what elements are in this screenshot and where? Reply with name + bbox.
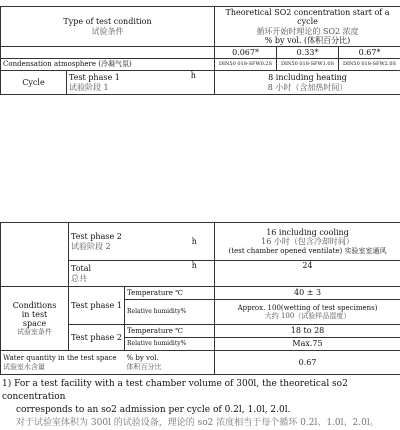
phase2-unit: h bbox=[175, 223, 215, 261]
water-quantity-cell bbox=[1, 351, 125, 375]
cond-space-line-1: Conditions bbox=[12, 300, 57, 310]
test-phase-2-cell bbox=[69, 223, 175, 261]
phase1-temperature-value: 40 ± 3 bbox=[215, 287, 400, 300]
blank-cell bbox=[1, 47, 215, 59]
water-unit-zh: 体积百分比 bbox=[126, 362, 162, 371]
page-gap bbox=[0, 102, 400, 220]
phase1-label-zh: 试验阶段 1 bbox=[69, 82, 109, 92]
blank-cell bbox=[1, 223, 69, 261]
temperature-label: Temperature ℃ bbox=[125, 325, 215, 338]
phase2-temperature-value: 18 to 28 bbox=[215, 325, 400, 338]
phase2-value-line-2: 16 小时（包含冷却时间） bbox=[261, 237, 354, 247]
cond-space-zh: 试验室条件 bbox=[17, 328, 52, 337]
total-value: 24 bbox=[215, 261, 400, 287]
footnote-line-2: corresponds to an so2 admission per cycle of 0.2l, 1.0l, 2.0l. bbox=[16, 405, 291, 415]
bottom-test-condition-table bbox=[0, 222, 400, 375]
water-unit: % by vol. bbox=[126, 354, 159, 363]
top-test-condition-table bbox=[0, 6, 400, 95]
type-label-en: Type of test condition bbox=[63, 17, 152, 27]
water-unit-cell bbox=[125, 351, 215, 375]
test-phase-1-cell bbox=[67, 71, 173, 95]
theory-label-zh: 循环开始时理论的 SO2 浓度 bbox=[256, 26, 359, 36]
type-of-test-condition-cell bbox=[1, 7, 215, 47]
concentration-value: 0.33* bbox=[277, 47, 339, 59]
test-phase-2-label: Test phase 2 bbox=[69, 325, 125, 351]
total-unit: h bbox=[175, 261, 215, 287]
water-label-zh: 试验室水含量 bbox=[3, 362, 45, 371]
test-phase-1-label: Test phase 1 bbox=[69, 287, 125, 325]
cond-space-line-3: space bbox=[22, 319, 47, 329]
phase1-label-en: Test phase 1 bbox=[69, 73, 120, 83]
phase1-value-cell bbox=[215, 71, 400, 95]
phase1-unit: h bbox=[173, 71, 215, 95]
phase1-humidity-en: Approx. 100(wetting of test specimens) bbox=[237, 303, 378, 312]
humidity-label: Relative humidity% bbox=[125, 300, 215, 325]
phase2-label-zh: 试验阶段 2 bbox=[71, 241, 111, 251]
phase2-value-cell bbox=[215, 223, 400, 261]
total-label-zh: 总共 bbox=[71, 273, 87, 283]
phase2-value-line-3: (test chamber opened ventilate) 实验室室通风 bbox=[228, 246, 387, 255]
blank-cell bbox=[1, 261, 69, 287]
theory-unit: % by vol. (体积百分比) bbox=[264, 35, 351, 45]
cycle-label: Cycle bbox=[1, 71, 67, 95]
condensation-atmosphere-label: Condensation atmosphere (冷凝气氛) bbox=[1, 59, 215, 71]
din-standard-code: DIN50 018-SFW1.0S bbox=[277, 59, 339, 71]
humidity-label: Relative humidity% bbox=[125, 338, 215, 351]
footnote-line-1: 1) For a test facility with a test chamber volume of 300l, the theoretical so2 concentration bbox=[2, 379, 348, 402]
phase2-humidity-value: Max.75 bbox=[215, 338, 400, 351]
footnote bbox=[2, 378, 396, 430]
cond-space-line-2: in test bbox=[21, 309, 48, 319]
concentration-value: 0.67* bbox=[339, 47, 400, 59]
phase2-label-en: Test phase 2 bbox=[71, 232, 122, 242]
phase1-value-zh: 8 小时（含加热时间） bbox=[267, 82, 348, 92]
temperature-label: Temperature ℃ bbox=[125, 287, 215, 300]
din-standard-code: DIN50 018-SFW0.2S bbox=[215, 59, 277, 71]
theory-label-en: Theoretical SO2 concentration start of a cycle bbox=[225, 8, 390, 27]
concentration-value: 0.067* bbox=[215, 47, 277, 59]
conditions-in-test-space-cell bbox=[1, 287, 69, 351]
phase1-value-en: 8 including heating bbox=[268, 73, 347, 83]
water-value: 0.67 bbox=[215, 351, 400, 375]
total-label-en: Total bbox=[71, 264, 92, 274]
footnote-line-3: 对于试验室体积为 300l 的试验设备，理论的 so2 浓度相当于每个循环 0.2l、1.0l、2.0l。 bbox=[16, 418, 379, 428]
theoretical-so2-header bbox=[215, 7, 400, 47]
total-cell bbox=[69, 261, 175, 287]
din-standard-code: DIN50 018-SFW2.0S bbox=[339, 59, 400, 71]
phase1-humidity-zh: 大约 100（试验样品湿度） bbox=[264, 312, 351, 320]
phase1-humidity-cell bbox=[215, 300, 400, 325]
type-label-zh: 试验条件 bbox=[91, 26, 124, 36]
water-label-en: Water quantity in the test space bbox=[3, 354, 117, 363]
phase2-value-line-1: 16 including cooling bbox=[266, 228, 349, 238]
